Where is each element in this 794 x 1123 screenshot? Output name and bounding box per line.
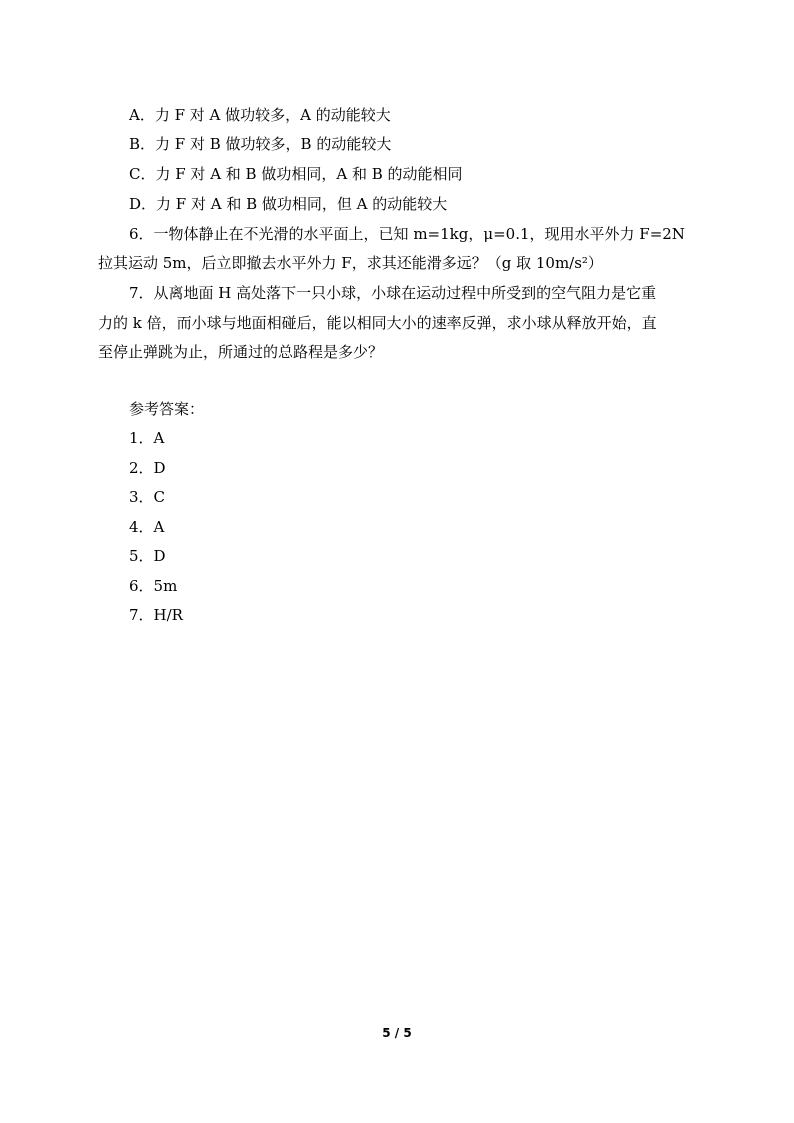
answer-1: 1．A [129, 429, 165, 447]
option-b: B．力 F 对 B 做功较多，B 的动能较大 [129, 135, 392, 153]
answer-2: 2．D [129, 459, 166, 477]
answer-5: 5．D [129, 547, 166, 565]
answers-title: 参考答案： [129, 400, 205, 418]
option-d: D．力 F 对 A 和 B 做功相同，但 A 的动能较大 [129, 195, 448, 213]
page-number: 5 / 5 [382, 1026, 412, 1040]
question-7-line-2: 力的 k 倍，而小球与地面相碰后，能以相同大小的速率反弹，求小球从释放开始，直 [98, 314, 657, 332]
answer-6: 6．5m [129, 577, 178, 595]
option-a: A．力 F 对 A 做功较多，A 的动能较大 [129, 106, 391, 124]
answer-4: 4．A [129, 518, 165, 536]
question-6-line-1: 6．一物体静止在不光滑的水平面上，已知 m=1kg，μ=0.1，现用水平外力 F=2N [129, 225, 685, 243]
option-c: C．力 F 对 A 和 B 做功相同，A 和 B 的动能相同 [129, 165, 463, 183]
question-7-line-3: 至停止弹跳为止，所通过的总路程是多少？ [98, 343, 384, 361]
question-7-line-1: 7．从离地面 H 高处落下一只小球，小球在运动过程中所受到的空气阻力是它重 [129, 284, 657, 302]
answer-7: 7．H/R [129, 606, 183, 624]
answer-3: 3．C [129, 488, 166, 506]
question-6-line-2: 拉其运动 5m，后立即撤去水平外力 F，求其还能滑多远？（g 取 10m/s²） [98, 254, 603, 272]
